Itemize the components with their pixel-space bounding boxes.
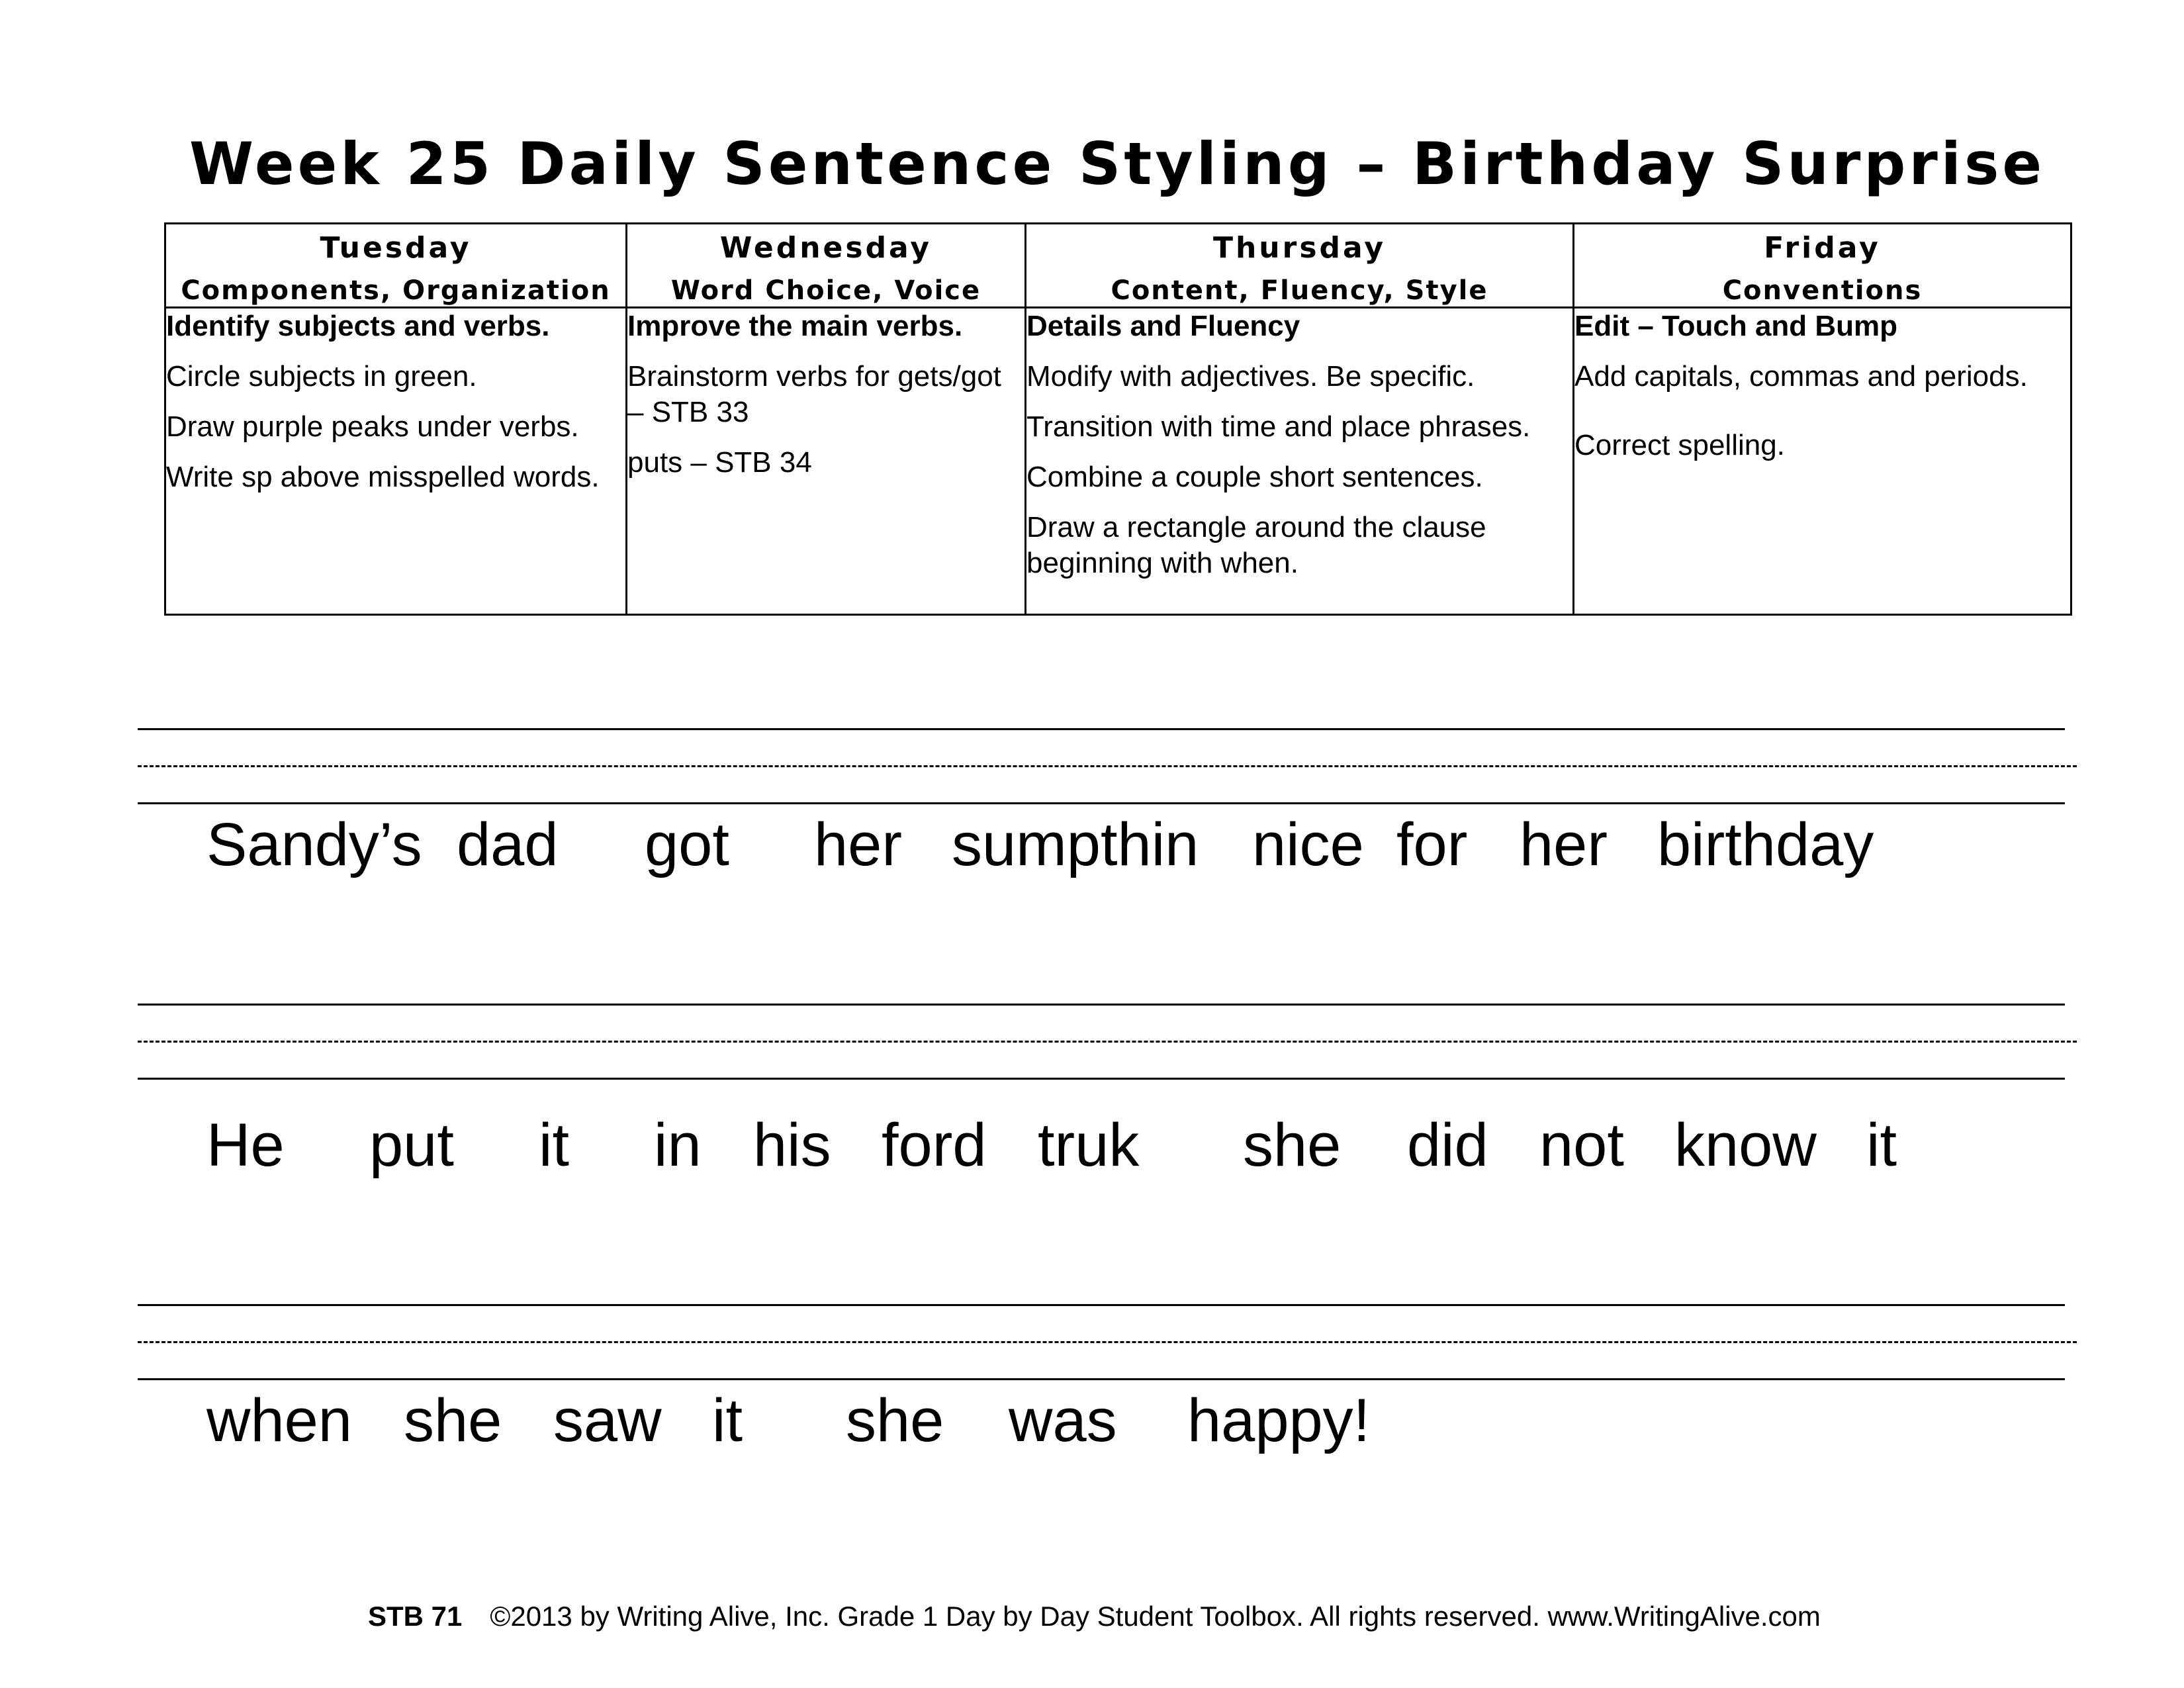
- sentence-word: He: [206, 1111, 285, 1179]
- day-name: Friday: [1764, 231, 1881, 265]
- day-name: Thursday: [1212, 231, 1387, 265]
- task-item: Draw a rectangle around the clause beginning with when.: [1026, 511, 1486, 579]
- guide-dashed-midline: [138, 1041, 2077, 1043]
- day-name: Wednesday: [719, 231, 933, 265]
- task-item: Modify with adjectives. Be specific.: [1026, 360, 1475, 393]
- guide-top-line: [138, 1004, 2065, 1006]
- day-focus: Content, Fluency, Style: [1111, 275, 1488, 306]
- sentence-word: his: [753, 1111, 831, 1179]
- guide-top-line: [138, 728, 2065, 730]
- sentence-word: she: [1243, 1111, 1342, 1179]
- task-item: Brainstorm verbs for gets/got – STB 33: [627, 360, 1001, 428]
- schedule-body-row: [165, 308, 2071, 615]
- wednesday-header: [627, 224, 1026, 308]
- thursday-header: [1026, 224, 1574, 308]
- sentence-word: got: [645, 811, 729, 878]
- page-code: STB 71: [368, 1601, 463, 1632]
- guide-top-line: [138, 1304, 2065, 1306]
- guide-base-line: [138, 802, 2065, 804]
- sentence-word: sumpthin: [952, 811, 1199, 878]
- sentence-word: for: [1396, 811, 1468, 878]
- task-heading: Details and Fluency: [1026, 310, 1300, 342]
- sentence-word: know: [1674, 1111, 1817, 1179]
- page-footer: [368, 1601, 1821, 1632]
- sentence-word: her: [1520, 811, 1608, 878]
- sentence-word: truk: [1038, 1111, 1140, 1179]
- day-focus: Components, Organization: [181, 275, 611, 306]
- guide-dashed-midline: [138, 1341, 2077, 1343]
- task-item: Write sp above misspelled words.: [166, 461, 600, 493]
- sentence-word: Sandy’s: [206, 811, 422, 878]
- task-heading: Improve the main verbs.: [627, 310, 963, 342]
- weekly-schedule-table: [164, 222, 2072, 616]
- sentence-word: was: [1009, 1387, 1117, 1454]
- task-item: Add capitals, commas and periods.: [1574, 360, 2028, 393]
- sentence-word: birthday: [1657, 811, 1874, 878]
- guide-base-line: [138, 1378, 2065, 1380]
- task-item: puts – STB 34: [627, 446, 812, 479]
- sentence-word: not: [1539, 1111, 1624, 1179]
- sentence-word: she: [404, 1387, 502, 1454]
- sentence-word: it: [712, 1387, 743, 1454]
- sentence-word: it: [1866, 1111, 1897, 1179]
- task-heading: Identify subjects and verbs.: [166, 310, 550, 342]
- sentence-word: ford: [882, 1111, 987, 1179]
- friday-header: [1574, 224, 2071, 308]
- task-item: Draw purple peaks under verbs.: [166, 410, 579, 443]
- task-item: Circle subjects in green.: [166, 360, 477, 393]
- thursday-tasks: [1026, 308, 1574, 615]
- sentence-word: she: [846, 1387, 944, 1454]
- day-name: Tuesday: [320, 231, 472, 265]
- wednesday-tasks: [627, 308, 1026, 615]
- page-title: Week 25 Daily Sentence Styling – Birthday Surprise: [189, 130, 2046, 198]
- guide-base-line: [138, 1078, 2065, 1080]
- day-focus: Conventions: [1722, 275, 1923, 306]
- sentence-word: did: [1407, 1111, 1488, 1179]
- guide-dashed-midline: [138, 765, 2077, 767]
- task-item: Correct spelling.: [1574, 429, 1785, 461]
- sentence-word: saw: [553, 1387, 662, 1454]
- copyright-text: ©2013 by Writing Alive, Inc. Grade 1 Day by Day Student Toolbox. All rights reserved. www.WritingAlive.com: [490, 1601, 1821, 1632]
- task-item: Combine a couple short sentences.: [1026, 461, 1483, 493]
- sentence-word: put: [369, 1111, 454, 1179]
- tuesday-tasks: [165, 308, 627, 615]
- friday-tasks: [1574, 308, 2071, 615]
- sentence-word: when: [206, 1387, 352, 1454]
- sentence-word: happy!: [1187, 1387, 1371, 1454]
- task-heading: Edit – Touch and Bump: [1574, 310, 1898, 342]
- schedule-header-row: [165, 224, 2071, 308]
- sentence-word: it: [539, 1111, 569, 1179]
- task-item: Transition with time and place phrases.: [1026, 410, 1531, 443]
- day-focus: Word Choice, Voice: [670, 275, 981, 306]
- sentence-word: her: [814, 811, 902, 878]
- sentence-word: dad: [457, 811, 559, 878]
- sentence-word: in: [654, 1111, 702, 1179]
- tuesday-header: [165, 224, 627, 308]
- sentence-word: nice: [1252, 811, 1364, 878]
